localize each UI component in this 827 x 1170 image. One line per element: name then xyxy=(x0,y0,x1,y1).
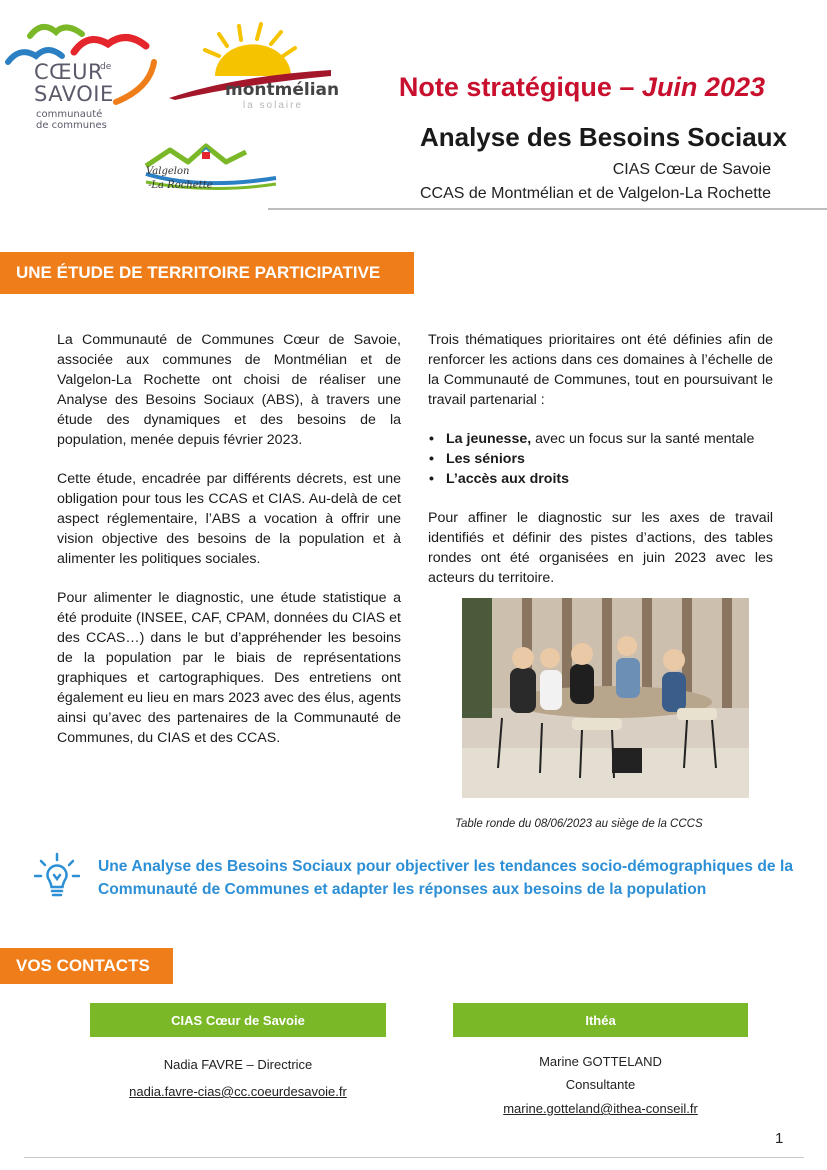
section-banner-etude: UNE ÉTUDE DE TERRITOIRE PARTICIPATIVE xyxy=(0,252,414,294)
note-title-date: Juin 2023 xyxy=(641,72,765,102)
priority-item xyxy=(428,449,773,469)
key-message: Une Analyse des Besoins Sociaux pour objectiver les tendances socio-démographiques de la Communauté de Communes et adapter les réponses aux besoins de la population xyxy=(98,858,793,898)
contact-email-cias[interactable]: nadia.favre-cias@cc.coeurdesavoie.fr xyxy=(129,1084,347,1099)
left-column xyxy=(57,330,401,767)
coeur-logo-line3: communauté xyxy=(36,109,103,120)
valgelon-logo-line1: Valgelon xyxy=(146,166,190,177)
valgelon-logo-line2: -La Rochette xyxy=(148,180,213,191)
montmelian-logo-name: montmélian xyxy=(225,80,340,100)
lightbulb-icon xyxy=(34,852,80,902)
priority-item-bold: La jeunesse, xyxy=(446,431,532,447)
priority-list xyxy=(428,429,773,489)
footer-divider xyxy=(24,1157,804,1158)
left-paragraph: Cette étude, encadrée par différents décrets, est une obligation pour tous les CCAS et CIAS. Au-delà de cet aspect réglementaire, l’ABS a vocation à offrir une vision objective des besoins de la population et à alimenter les politiques sociales. xyxy=(57,471,401,567)
right-outro: Pour affiner le diagnostic sur les axes de travail identifiés et définir des pistes d’actions, des tables rondes ont été organisées en juin 2023 avec les acteurs du territoire. xyxy=(428,510,773,586)
note-title-prefix: Note stratégique – xyxy=(398,72,642,102)
left-paragraph: Pour alimenter le diagnostic, une étude statistique a été produite (INSEE, CAF, CPAM, données du CIAS et des CCAS…) dans le but d’appréhender les besoins de la population par le biais de représentations graphiques et cartographiques. Des entretiens ont également eu lieu en mars 2023 avec des élus, agents ainsi qu’avec des partenaires de la Communauté de Communes, du CIAS et des CCAS. xyxy=(57,590,401,746)
montmelian-logo-tagline: la solaire xyxy=(243,100,304,111)
coeur-de-savoie-logo xyxy=(4,10,164,135)
contact-role-ithea: Consultante xyxy=(565,1077,636,1092)
priority-item-bold: Les séniors xyxy=(446,451,525,467)
contact-name-ithea: Marine GOTTELAND xyxy=(539,1054,662,1069)
coeur-logo-line4: de communes xyxy=(36,120,107,131)
coeur-logo-line2: SAVOIE xyxy=(34,82,114,106)
page-title: Analyse des Besoins Sociaux xyxy=(419,122,787,152)
header-divider xyxy=(268,208,827,210)
right-column xyxy=(428,330,773,607)
subtitle-ccas: CCAS de Montmélian et de Valgelon-La Rochette xyxy=(419,185,771,202)
contact-email-ithea[interactable]: marine.gotteland@ithea-conseil.fr xyxy=(503,1101,698,1116)
page-number: 1 xyxy=(775,1130,784,1147)
priority-item-rest: avec un focus sur la santé mentale xyxy=(531,431,755,447)
contact-name-cias: Nadia FAVRE – Directrice xyxy=(163,1057,313,1072)
montmelian-logo xyxy=(165,18,340,113)
photo-caption: Table ronde du 08/06/2023 au siège de la CCCS xyxy=(455,818,703,830)
priority-item xyxy=(428,469,773,489)
priority-item xyxy=(428,429,773,449)
valgelon-logo xyxy=(140,138,280,198)
left-paragraph: La Communauté de Communes Cœur de Savoie, associée aux communes de Montmélian et de Valgelon-La Rochette ont choisi de réaliser une Analyse des Besoins Sociaux (ABS), à travers une étude des dynamiques et des besoins de la population, menée depuis février 2023. xyxy=(57,332,401,448)
section-banner-contacts: VOS CONTACTS xyxy=(0,948,173,984)
note-title xyxy=(399,72,765,103)
coeur-logo-line1: CŒUR xyxy=(34,60,104,84)
subtitle-cias: CIAS Cœur de Savoie xyxy=(612,161,771,178)
coeur-logo-de: de xyxy=(100,62,112,72)
round-table-photo xyxy=(462,598,749,798)
right-intro: Trois thématiques prioritaires ont été définies afin de renforcer les actions dans ces domaines à l’échelle de la Communauté de Communes, tout en poursuivant le travail partenarial : xyxy=(428,332,773,408)
contact-org-ithea: Ithéa xyxy=(453,1003,748,1037)
contact-org-cias: CIAS Cœur de Savoie xyxy=(90,1003,386,1037)
priority-item-bold: L’accès aux droits xyxy=(446,471,570,487)
